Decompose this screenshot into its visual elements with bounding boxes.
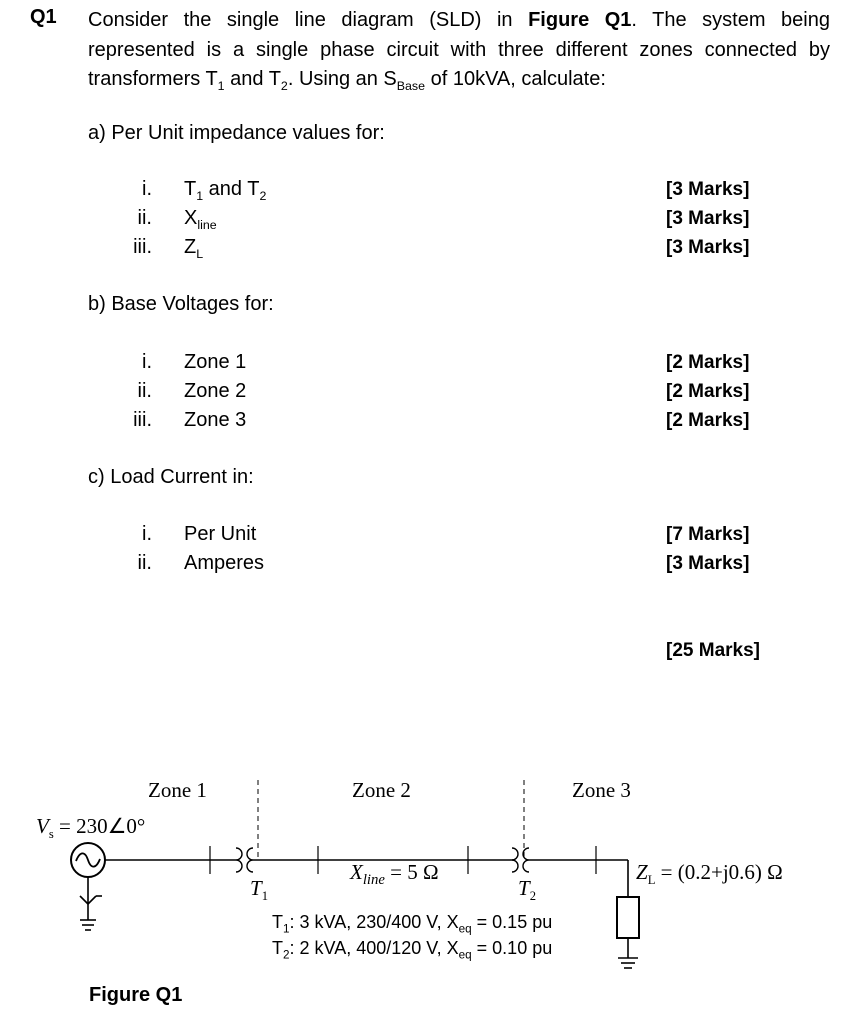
- xline-label: $X_{line} = 5$ Ω: [350, 860, 439, 889]
- zl-label: $Z_L = (0.2+j0.6)$ Ω: [636, 860, 783, 888]
- item-marks: [3 Marks]: [666, 237, 750, 258]
- item-text: Zone 1: [184, 351, 247, 373]
- figure-reference: Figure Q1: [528, 9, 632, 31]
- item-marks: [2 Marks]: [666, 352, 750, 373]
- t1-label: $T_1$: [250, 876, 268, 904]
- item-text: Per Unit: [184, 523, 257, 545]
- item-marks: [2 Marks]: [666, 410, 750, 431]
- item-marks: [2 Marks]: [666, 381, 750, 402]
- item-num: ii.: [137, 380, 152, 402]
- transformer-t2-icon: [512, 848, 529, 872]
- item-num: i.: [142, 351, 152, 373]
- sine-wave-icon: [76, 853, 100, 866]
- item-num: ii.: [137, 552, 152, 574]
- source-voltage-label: $V_s$ = 230∠0°: [36, 814, 146, 842]
- t2-spec: $T_2$: 2 kVA, 400/120 V, $X_{eq} = 0.10$ pu: [272, 938, 553, 962]
- total-marks: [25 Marks]: [666, 640, 760, 661]
- section-b-label: b) Base Voltages for:: [88, 293, 274, 315]
- question-intro: Consider the single line diagram (SLD) in Figure Q1. The system being represented is a single phase circuit with three different zones connected by transformers $T_1$ and $T_2$. Using an $S_{Base}$ of 10kVA, calculate:: [88, 9, 830, 93]
- item-text: Zone 3: [184, 409, 247, 431]
- item-marks: [3 Marks]: [666, 208, 750, 229]
- item-num: iii.: [133, 236, 152, 258]
- section-c-label: c) Load Current in:: [88, 466, 254, 488]
- item-marks: [3 Marks]: [666, 553, 750, 574]
- zone-2-label: Zone 2: [352, 778, 411, 802]
- item-num: iii.: [133, 409, 152, 431]
- transformer-t1-icon: [236, 848, 253, 872]
- item-marks: [3 Marks]: [666, 179, 750, 200]
- load-impedance-icon: [617, 897, 639, 938]
- zone-1-label: Zone 1: [148, 778, 207, 802]
- question-number: Q1: [30, 6, 57, 28]
- item-text: $X_{line}$: [184, 207, 217, 232]
- section-a-label: a) Per Unit impedance values for:: [88, 122, 385, 144]
- item-marks: [7 Marks]: [666, 524, 750, 545]
- figure-label: Figure Q1: [89, 984, 183, 1006]
- item-num: i.: [142, 523, 152, 545]
- t1-spec: $T_1$: 3 kVA, 230/400 V, $X_{eq} = 0.15$ pu: [272, 912, 553, 936]
- item-num: i.: [142, 178, 152, 200]
- t2-label: $T_2$: [518, 876, 536, 904]
- item-text: Zone 2: [184, 380, 247, 402]
- item-text: Amperes: [184, 552, 265, 574]
- zone-3-label: Zone 3: [572, 778, 631, 802]
- item-text: $Z_L$: [184, 236, 204, 261]
- item-text: $T_1$ and $T_2$: [184, 178, 267, 203]
- ground-icon: [618, 958, 638, 968]
- y-ground-icon: [80, 896, 102, 930]
- item-num: ii.: [137, 207, 152, 229]
